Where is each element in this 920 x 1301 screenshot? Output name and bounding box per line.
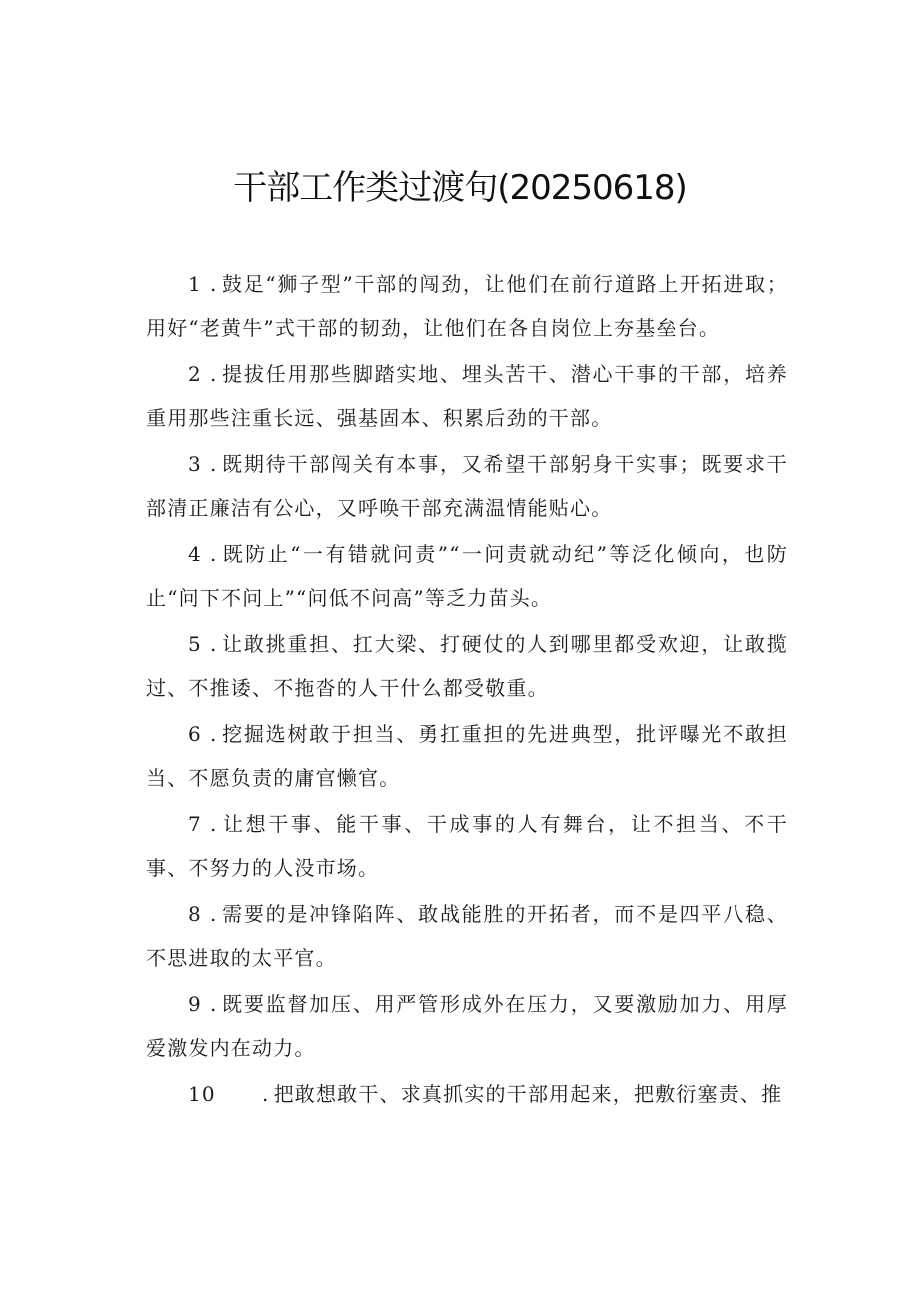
item-number: 8 [188, 902, 202, 926]
item-number: 4 [188, 542, 202, 566]
item-separator: . [209, 812, 218, 836]
list-item [146, 712, 788, 800]
item-number: 7 [188, 812, 202, 836]
list-item [146, 352, 788, 440]
item-text: 把敢想敢干、求真抓实的干部用起来，把敷衍塞责、推 [273, 1082, 783, 1106]
item-number: 2 [188, 362, 202, 386]
item-separator: . [209, 272, 218, 296]
item-number: 9 [188, 992, 202, 1016]
item-separator: . [209, 542, 218, 566]
item-separator: . [209, 992, 218, 1016]
item-text: 让敢挑重担、扛大梁、打硬仗的人到哪里都受欢迎，让敢揽过、不推诿、不拖沓的人干什么都受敬重。 [146, 632, 788, 700]
document-title: 干部工作类过渡句(20250618) [233, 168, 687, 208]
list-item [146, 1072, 788, 1160]
sentence-list [146, 262, 788, 1162]
item-separator: . [209, 362, 218, 386]
item-number: 5 [188, 632, 202, 656]
list-item [146, 532, 788, 620]
item-separator: . [262, 1082, 270, 1106]
item-number: 6 [188, 722, 202, 746]
list-item [146, 622, 788, 710]
item-number: 1 [188, 272, 202, 296]
item-text: 提拔任用那些脚踏实地、埋头苦干、潜心干事的干部，培养重用那些注重长远、强基固本、积累后劲的干部。 [146, 362, 788, 430]
item-text: 既要监督加压、用严管形成外在压力，又要激励加力、用厚爱激发内在动力。 [146, 992, 788, 1060]
list-item [146, 262, 788, 350]
list-item [146, 892, 788, 980]
item-text: 鼓足“狮子型”干部的闯劲，让他们在前行道路上开拓进取；用好“老黄牛”式干部的韧劲，让他们在各自岗位上夯基垒台。 [146, 272, 788, 340]
item-text: 挖掘选树敢于担当、勇扛重担的先进典型，批评曝光不敢担当、不愿负责的庸官懒官。 [146, 722, 788, 790]
item-number: 10 [188, 1082, 216, 1106]
item-separator: . [209, 452, 218, 476]
item-text: 让想干事、能干事、干成事的人有舞台，让不担当、不干事、不努力的人没市场。 [146, 812, 788, 880]
item-text: 既防止“一有错就问责”“一问责就动纪”等泛化倾向，也防止“问下不问上”“问低不问高”等乏力苗头。 [146, 542, 788, 610]
list-item [146, 982, 788, 1070]
list-item [146, 802, 788, 890]
item-separator: . [209, 722, 218, 746]
item-text: 需要的是冲锋陷阵、敢战能胜的开拓者，而不是四平八稳、不思进取的太平官。 [146, 902, 788, 970]
item-number: 3 [188, 452, 202, 476]
item-text: 既期待干部闯关有本事，又希望干部躬身干实事；既要求干部清正廉洁有公心，又呼唤干部充满温情能贴心。 [146, 452, 788, 520]
list-item [146, 442, 788, 530]
item-separator: . [209, 902, 218, 926]
item-separator: . [209, 632, 218, 656]
